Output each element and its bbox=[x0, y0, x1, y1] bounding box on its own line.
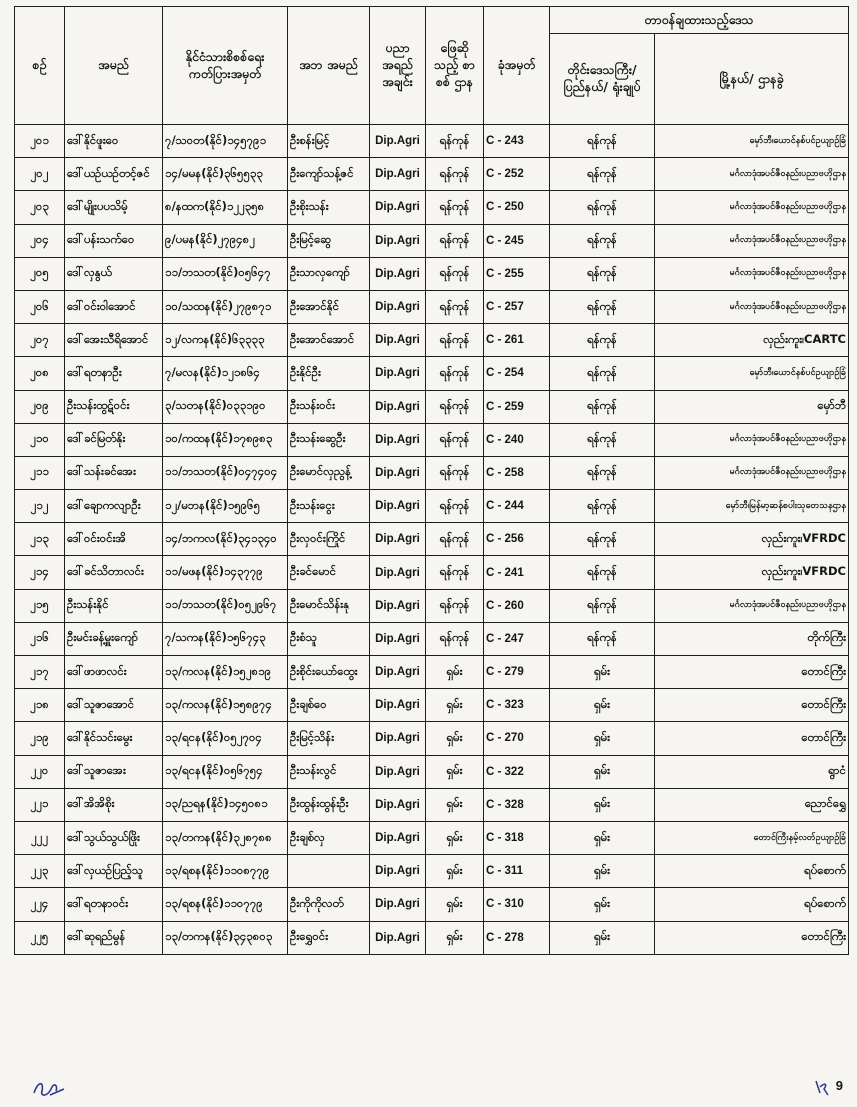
name-cell: ဒေါ်မျိုးပပသိမ့် bbox=[65, 191, 163, 224]
education-cell: Dip.Agri bbox=[370, 556, 426, 589]
row-number-cell: ၂၂၁ bbox=[15, 788, 65, 821]
father-name-cell: ဦးထွန်းထွန်းဦး bbox=[288, 788, 370, 821]
name-cell: ဒေါ်ချောကလျာဦး bbox=[65, 490, 163, 523]
father-name-cell: ဦးသာလှကျော် bbox=[288, 257, 370, 290]
name-cell: ဦးသန်းနိုင် bbox=[65, 589, 163, 622]
posting-town-cell: မှော်ဘီ bbox=[655, 390, 849, 423]
posting-town-cell: ရပ်စောက် bbox=[655, 888, 849, 921]
roll-number-cell: C - 247 bbox=[484, 622, 550, 655]
exam-center-cell: ရန်ကုန် bbox=[426, 556, 484, 589]
table-row bbox=[15, 390, 849, 423]
posting-town-cell: ရွာငံ bbox=[655, 755, 849, 788]
posting-town-cell: မင်္ဂလာဒုံအပင်ဇီဝနည်းပညာဗဟိုဌာန bbox=[655, 257, 849, 290]
exam-center-cell: ရှမ်း bbox=[426, 855, 484, 888]
name-cell: ဒေါ်ခင်မြတ်နိုး bbox=[65, 423, 163, 456]
header-posting-region: တိုင်းဒေသကြီး/ ပြည်နယ်/ ရုံးချုပ် bbox=[550, 34, 655, 125]
roll-number-cell: C - 255 bbox=[484, 257, 550, 290]
posting-region-cell: ရှမ်း bbox=[550, 888, 655, 921]
table-row bbox=[15, 821, 849, 854]
name-cell: ဒေါ်သန်းခင်အေး bbox=[65, 456, 163, 489]
header-name: အမည် bbox=[65, 7, 163, 125]
table-body bbox=[15, 125, 849, 955]
education-cell: Dip.Agri bbox=[370, 921, 426, 954]
exam-center-cell: ရန်ကုန် bbox=[426, 622, 484, 655]
education-cell: Dip.Agri bbox=[370, 390, 426, 423]
father-name-cell: ဦးမြင့်သိန်း bbox=[288, 722, 370, 755]
father-name-cell bbox=[288, 855, 370, 888]
exam-center-cell: ရှမ်း bbox=[426, 921, 484, 954]
roll-number-cell: C - 311 bbox=[484, 855, 550, 888]
posting-region-cell: ရန်ကုန် bbox=[550, 423, 655, 456]
exam-center-cell: ရှမ်း bbox=[426, 689, 484, 722]
posting-region-cell: ရန်ကုန် bbox=[550, 324, 655, 357]
row-number-cell: ၂၁၇ bbox=[15, 656, 65, 689]
name-cell: ဒေါ်ဝင်းဝင်းအိ bbox=[65, 523, 163, 556]
nrc-cell: ၁၁/ဘသတ(နိုင်)၀၄၇၄၀၄ bbox=[163, 456, 288, 489]
roll-number-cell: C - 243 bbox=[484, 125, 550, 158]
row-number-cell: ၂၀၇ bbox=[15, 324, 65, 357]
nrc-cell: ၁၁/မဖန(နိုင်)၁၄၃၇၇၉ bbox=[163, 556, 288, 589]
education-cell: Dip.Agri bbox=[370, 290, 426, 323]
nrc-cell: ၁၁/ဘသတ(နိုင်)၀၅၆၄၇ bbox=[163, 257, 288, 290]
posting-region-cell: ရန်ကုန် bbox=[550, 290, 655, 323]
nrc-cell: ၁၄/ဘကလ(နိုင်)၃၄၁၃၄၀ bbox=[163, 523, 288, 556]
education-cell: Dip.Agri bbox=[370, 821, 426, 854]
table-row bbox=[15, 158, 849, 191]
roll-number-cell: C - 260 bbox=[484, 589, 550, 622]
posting-town-cell: တိုက်ကြီး bbox=[655, 622, 849, 655]
handwritten-tick-mark bbox=[812, 1075, 834, 1097]
exam-center-cell: ရန်ကုန် bbox=[426, 224, 484, 257]
row-number-cell: ၂၂၂ bbox=[15, 821, 65, 854]
posting-region-cell: ရန်ကုန် bbox=[550, 357, 655, 390]
education-cell: Dip.Agri bbox=[370, 224, 426, 257]
table-row bbox=[15, 125, 849, 158]
name-cell: ဒေါ်သွယ်သွယ်ဖြိုး bbox=[65, 821, 163, 854]
name-cell: ဒေါ်နိုင်သင်းမွေး bbox=[65, 722, 163, 755]
education-cell: Dip.Agri bbox=[370, 755, 426, 788]
exam-center-cell: ရှမ်း bbox=[426, 821, 484, 854]
exam-center-cell: ရန်ကုန် bbox=[426, 523, 484, 556]
table-row bbox=[15, 556, 849, 589]
nrc-cell: ၁၃/ရငန(နိုင်)၀၅၆၇၅၄ bbox=[163, 755, 288, 788]
posting-town-cell: တောင်ကြီး bbox=[655, 921, 849, 954]
name-cell: ဒေါ်နိုင်ဖူးဝေ bbox=[65, 125, 163, 158]
name-cell: ဒေါ်ဆုရည်မွန် bbox=[65, 921, 163, 954]
nrc-cell: ၁၂/မဘန(နိုင်)၁၅၉၆၅ bbox=[163, 490, 288, 523]
roll-number-cell: C - 318 bbox=[484, 821, 550, 854]
father-name-cell: ဦးလှဝင်းကြိုင် bbox=[288, 523, 370, 556]
father-name-cell: ဦးကျော်သန့်ဇင် bbox=[288, 158, 370, 191]
exam-center-cell: ရန်ကုန် bbox=[426, 456, 484, 489]
name-cell: ဒေါ်ခင်သိတာလင်း bbox=[65, 556, 163, 589]
posting-town-cell: ညောင်ရွှေ bbox=[655, 788, 849, 821]
education-cell: Dip.Agri bbox=[370, 622, 426, 655]
table-row bbox=[15, 722, 849, 755]
page-number: 9 bbox=[835, 1078, 843, 1093]
posting-region-cell: ရှမ်း bbox=[550, 855, 655, 888]
roll-number-cell: C - 278 bbox=[484, 921, 550, 954]
name-cell: ဦးမင်းခန့်မှူးကျော် bbox=[65, 622, 163, 655]
education-cell: Dip.Agri bbox=[370, 855, 426, 888]
exam-center-cell: ရှမ်း bbox=[426, 656, 484, 689]
name-cell: ဒေါ်ပန်းသက်ဝေ bbox=[65, 224, 163, 257]
posting-town-cell: မှော်ဘီ၊မြန်မာ့ဆန်စပါးသုတေသနဌာန bbox=[655, 490, 849, 523]
table-row bbox=[15, 689, 849, 722]
posting-town-cell: မင်္ဂလာဒုံအပင်ဇီဝနည်းပညာဗဟိုဌာန bbox=[655, 191, 849, 224]
exam-center-cell: ရန်ကုန် bbox=[426, 290, 484, 323]
posting-region-cell: ရန်ကုန် bbox=[550, 523, 655, 556]
row-number-cell: ၂၁၆ bbox=[15, 622, 65, 655]
name-cell: ဒေါ်ယဉ်ယဉ်တင့်ဇင် bbox=[65, 158, 163, 191]
roll-number-cell: C - 245 bbox=[484, 224, 550, 257]
row-number-cell: ၂၁၉ bbox=[15, 722, 65, 755]
table-row bbox=[15, 888, 849, 921]
father-name-cell: ဦးနိုင်ဦး bbox=[288, 357, 370, 390]
row-number-cell: ၂၀၉ bbox=[15, 390, 65, 423]
row-number-cell: ၂၀၃ bbox=[15, 191, 65, 224]
posting-town-cell: မှော်ဘီ၊ယောင်နစ်ပင်ဥယျာဉ်ခြံ bbox=[655, 357, 849, 390]
education-cell: Dip.Agri bbox=[370, 722, 426, 755]
father-name-cell: ဦးချစ်ဝေ bbox=[288, 689, 370, 722]
posting-region-cell: ရန်ကုန် bbox=[550, 589, 655, 622]
exam-center-cell: ရန်ကုန် bbox=[426, 589, 484, 622]
row-number-cell: ၂၁၈ bbox=[15, 689, 65, 722]
roll-number-cell: C - 254 bbox=[484, 357, 550, 390]
handwritten-initial-mark bbox=[30, 1075, 70, 1101]
education-cell: Dip.Agri bbox=[370, 191, 426, 224]
row-number-cell: ၂၁၂ bbox=[15, 490, 65, 523]
roll-number-cell: C - 261 bbox=[484, 324, 550, 357]
name-cell: ဒေါ်ရတနာဝင်း bbox=[65, 888, 163, 921]
row-number-cell: ၂၀၁ bbox=[15, 125, 65, 158]
header-nrc: နိုင်ငံသားစိစစ်ရေး ကတ်ပြားအမှတ် bbox=[163, 7, 288, 125]
roll-number-cell: C - 252 bbox=[484, 158, 550, 191]
posting-town-cell: ရပ်စောက် bbox=[655, 855, 849, 888]
nrc-cell: ၁၂/လကန(နိုင်)၆၃၃၃၃ bbox=[163, 324, 288, 357]
education-cell: Dip.Agri bbox=[370, 357, 426, 390]
posting-town-cell: တောင်ကြီး bbox=[655, 689, 849, 722]
nrc-cell: ၁၁/ဘသတ(နိုင်)၀၅၂၉၆၇ bbox=[163, 589, 288, 622]
header-roll-number: ခုံအမှတ် bbox=[484, 7, 550, 125]
education-cell: Dip.Agri bbox=[370, 589, 426, 622]
posting-region-cell: ရှမ်း bbox=[550, 689, 655, 722]
father-name-cell: ဦးရွှေဝင်း bbox=[288, 921, 370, 954]
father-name-cell: ဦးအောင်နိုင် bbox=[288, 290, 370, 323]
posting-region-cell: ရန်ကုန် bbox=[550, 490, 655, 523]
row-number-cell: ၂၀၆ bbox=[15, 290, 65, 323]
table-row bbox=[15, 423, 849, 456]
exam-center-cell: ရန်ကုန် bbox=[426, 324, 484, 357]
nrc-cell: ၁၃/ညရန(နိုင်)၁၄၅၀၈၁ bbox=[163, 788, 288, 821]
education-cell: Dip.Agri bbox=[370, 523, 426, 556]
nrc-cell: ၁၃/ရစန(နိုင်)၁၁၀၈၇၇၉ bbox=[163, 855, 288, 888]
table-row bbox=[15, 589, 849, 622]
table-row bbox=[15, 523, 849, 556]
posting-region-cell: ရန်ကုန် bbox=[550, 191, 655, 224]
nrc-cell: ၁၀/သထန(နိုင်)၂၇၉၈၇၁ bbox=[163, 290, 288, 323]
education-cell: Dip.Agri bbox=[370, 456, 426, 489]
posting-town-cell: မင်္ဂလာဒုံအပင်ဇီဝနည်းပညာဗဟိုဌာန bbox=[655, 456, 849, 489]
posting-town-cell: တောင်ကြီး bbox=[655, 656, 849, 689]
father-name-cell: ဦးသန်းလွင် bbox=[288, 755, 370, 788]
father-name-cell: ဦးကိုကိုလတ် bbox=[288, 888, 370, 921]
row-number-cell: ၂၀၄ bbox=[15, 224, 65, 257]
roll-number-cell: C - 279 bbox=[484, 656, 550, 689]
name-cell: ဒေါ်လှယဉ်ပြည့်သူ bbox=[65, 855, 163, 888]
table-row bbox=[15, 191, 849, 224]
nrc-cell: ၁၃/တကန(နိုင်)၃၄၃၈၀၃ bbox=[163, 921, 288, 954]
exam-center-cell: ရှမ်း bbox=[426, 788, 484, 821]
posting-region-cell: ရန်ကုန် bbox=[550, 390, 655, 423]
name-cell: ဒေါ်သူဇာအောင် bbox=[65, 689, 163, 722]
posting-town-cell: မှော်ဘီ၊ယောင်နစ်ပင်ဥယျာဉ်ခြံ bbox=[655, 125, 849, 158]
exam-center-cell: ရန်ကုန် bbox=[426, 125, 484, 158]
father-name-cell: ဦးစံသူ bbox=[288, 622, 370, 655]
roll-number-cell: C - 328 bbox=[484, 788, 550, 821]
exam-center-cell: ရန်ကုန် bbox=[426, 490, 484, 523]
exam-center-cell: ရန်ကုန် bbox=[426, 390, 484, 423]
posting-town-cell: မင်္ဂလာဒုံအပင်ဇီဝနည်းပညာဗဟိုဌာန bbox=[655, 290, 849, 323]
education-cell: Dip.Agri bbox=[370, 125, 426, 158]
education-cell: Dip.Agri bbox=[370, 158, 426, 191]
father-name-cell: ဦးမောင်လှညွန့် bbox=[288, 456, 370, 489]
roll-number-cell: C - 259 bbox=[484, 390, 550, 423]
nrc-cell: ၁၃/ကလန(နိုင်)၁၅၈၉၇၄ bbox=[163, 689, 288, 722]
posting-region-cell: ရန်ကုန် bbox=[550, 125, 655, 158]
father-name-cell: ဦးစိုင်းယော်ထွေး bbox=[288, 656, 370, 689]
posting-region-cell: ရှမ်း bbox=[550, 788, 655, 821]
posting-town-cell: လှည်းကူး၊VFRDC bbox=[655, 556, 849, 589]
roll-number-cell: C - 241 bbox=[484, 556, 550, 589]
posting-town-cell: လှည်းကူး၊VFRDC bbox=[655, 523, 849, 556]
father-name-cell: ဦးခင်မောင် bbox=[288, 556, 370, 589]
roll-number-cell: C - 244 bbox=[484, 490, 550, 523]
row-number-cell: ၂၁၅ bbox=[15, 589, 65, 622]
posting-region-cell: ရန်ကုန် bbox=[550, 224, 655, 257]
header-education: ပညာ အရည် အချင်း bbox=[370, 7, 426, 125]
education-cell: Dip.Agri bbox=[370, 490, 426, 523]
row-number-cell: ၂၀၈ bbox=[15, 357, 65, 390]
father-name-cell: ဦးအောင်အောင် bbox=[288, 324, 370, 357]
header-no: စဉ် bbox=[15, 7, 65, 125]
roll-number-cell: C - 240 bbox=[484, 423, 550, 456]
father-name-cell: ဦးချစ်လှ bbox=[288, 821, 370, 854]
posting-town-cell: မင်္ဂလာဒုံအပင်ဇီဝနည်းပညာဗဟိုဌာန bbox=[655, 589, 849, 622]
roll-number-cell: C - 250 bbox=[484, 191, 550, 224]
father-name-cell: ဦးစန်းမြင့် bbox=[288, 125, 370, 158]
posting-region-cell: ရန်ကုန် bbox=[550, 556, 655, 589]
name-cell: ဒေါ်ဖာဖာလင်း bbox=[65, 656, 163, 689]
nrc-cell: ၁၄/မမန(နိုင်)၃၆၅၅၃၃ bbox=[163, 158, 288, 191]
name-cell: ဒေါ်ရတနာဦး bbox=[65, 357, 163, 390]
posting-region-cell: ရန်ကုန် bbox=[550, 257, 655, 290]
exam-center-cell: ရန်ကုန် bbox=[426, 423, 484, 456]
posting-region-cell: ရှမ်း bbox=[550, 722, 655, 755]
table-row bbox=[15, 656, 849, 689]
exam-center-cell: ရှမ်း bbox=[426, 888, 484, 921]
education-cell: Dip.Agri bbox=[370, 257, 426, 290]
roll-number-cell: C - 270 bbox=[484, 722, 550, 755]
row-number-cell: ၂၀၅ bbox=[15, 257, 65, 290]
nrc-cell: ၁၀/ကထန(နိုင်)၁၇၈၉၈၃ bbox=[163, 423, 288, 456]
table-row bbox=[15, 324, 849, 357]
header-posting-group: တာဝန်ချထားသည့်ဒေသ bbox=[550, 7, 849, 34]
father-name-cell: ဦးသန်းဆွေဦး bbox=[288, 423, 370, 456]
exam-center-cell: ရှမ်း bbox=[426, 755, 484, 788]
header-posting-town: မြို့နယ်/ ဌာနခွဲ bbox=[655, 34, 849, 125]
table-row bbox=[15, 490, 849, 523]
row-number-cell: ၂၂၀ bbox=[15, 755, 65, 788]
row-number-cell: ၂၂၄ bbox=[15, 888, 65, 921]
roll-number-cell: C - 256 bbox=[484, 523, 550, 556]
table-row bbox=[15, 622, 849, 655]
education-cell: Dip.Agri bbox=[370, 788, 426, 821]
name-cell: ဒေါ်လှနွယ် bbox=[65, 257, 163, 290]
roll-number-cell: C - 257 bbox=[484, 290, 550, 323]
posting-region-cell: ရှမ်း bbox=[550, 921, 655, 954]
exam-center-cell: ရန်ကုန် bbox=[426, 191, 484, 224]
father-name-cell: ဦးမြင့်ဆွေ bbox=[288, 224, 370, 257]
posting-region-cell: ရန်ကုန် bbox=[550, 158, 655, 191]
education-cell: Dip.Agri bbox=[370, 888, 426, 921]
posting-town-cell: တောင်ကြီး bbox=[655, 722, 849, 755]
posting-town-cell: မင်္ဂလာဒုံအပင်ဇီဝနည်းပညာဗဟိုဌာန bbox=[655, 158, 849, 191]
posting-region-cell: ရန်ကုန် bbox=[550, 622, 655, 655]
exam-center-cell: ရှမ်း bbox=[426, 722, 484, 755]
row-number-cell: ၂၀၂ bbox=[15, 158, 65, 191]
row-number-cell: ၂၂၅ bbox=[15, 921, 65, 954]
exam-center-cell: ရန်ကုန် bbox=[426, 257, 484, 290]
name-cell: ဒေါ်ဝင်းဝါအောင် bbox=[65, 290, 163, 323]
row-number-cell: ၂၁၀ bbox=[15, 423, 65, 456]
roll-number-cell: C - 258 bbox=[484, 456, 550, 489]
row-number-cell: ၂၁၃ bbox=[15, 523, 65, 556]
nrc-cell: ၇/သဝတ(နိုင်)၁၄၅၇၉၁ bbox=[163, 125, 288, 158]
table-row bbox=[15, 257, 849, 290]
education-cell: Dip.Agri bbox=[370, 423, 426, 456]
nrc-cell: ၃/သတန(နိုင်)၀၃၃၁၉၀ bbox=[163, 390, 288, 423]
row-number-cell: ၂၁၁ bbox=[15, 456, 65, 489]
father-name-cell: ဦးသန်းဝင်း bbox=[288, 390, 370, 423]
posting-town-cell: လှည်းကူး၊CARTC bbox=[655, 324, 849, 357]
posting-town-cell: မင်္ဂလာဒုံအပင်ဇီဝနည်းပညာဗဟိုဌာန bbox=[655, 423, 849, 456]
header-exam-center: ဖြေဆို သည့် စာစစ် ဌာန bbox=[426, 7, 484, 125]
exam-center-cell: ရန်ကုန် bbox=[426, 357, 484, 390]
posting-table bbox=[14, 6, 849, 955]
nrc-cell: ၇/သကန(နိုင်)၁၅၆၇၄၃ bbox=[163, 622, 288, 655]
posting-region-cell: ရှမ်း bbox=[550, 755, 655, 788]
posting-region-cell: ရှမ်း bbox=[550, 821, 655, 854]
education-cell: Dip.Agri bbox=[370, 656, 426, 689]
roll-number-cell: C - 310 bbox=[484, 888, 550, 921]
table-row bbox=[15, 357, 849, 390]
roll-number-cell: C - 323 bbox=[484, 689, 550, 722]
table-row bbox=[15, 755, 849, 788]
father-name-cell: ဦးမောင်သိန်းနု bbox=[288, 589, 370, 622]
exam-center-cell: ရန်ကုန် bbox=[426, 158, 484, 191]
nrc-cell: ၁၃/ရငန(နိုင်)၀၅၂၇၀၄ bbox=[163, 722, 288, 755]
father-name-cell: ဦးသန်းငွေး bbox=[288, 490, 370, 523]
table-row bbox=[15, 456, 849, 489]
nrc-cell: ၈/နထက(နိုင်)၁၂၂၃၅၈ bbox=[163, 191, 288, 224]
father-name-cell: ဦးစိုးသန်း bbox=[288, 191, 370, 224]
nrc-cell: ၇/မလန(နိုင်)၁၂၁၈၆၄ bbox=[163, 357, 288, 390]
posting-region-cell: ရန်ကုန် bbox=[550, 456, 655, 489]
name-cell: ဒေါ်အေးသီရိအောင် bbox=[65, 324, 163, 357]
education-cell: Dip.Agri bbox=[370, 689, 426, 722]
posting-region-cell: ရှမ်း bbox=[550, 656, 655, 689]
roll-number-cell: C - 322 bbox=[484, 755, 550, 788]
row-number-cell: ၂၁၄ bbox=[15, 556, 65, 589]
table-row bbox=[15, 855, 849, 888]
education-cell: Dip.Agri bbox=[370, 324, 426, 357]
nrc-cell: ၉/ပမန(နိုင်)၂၇၉၄၈၂ bbox=[163, 224, 288, 257]
table-row bbox=[15, 224, 849, 257]
name-cell: ဦးသန်းထွဋ်ဝင်း bbox=[65, 390, 163, 423]
table-row bbox=[15, 921, 849, 954]
table-row bbox=[15, 290, 849, 323]
nrc-cell: ၁၃/ရစန(နိုင်)၁၁၀၇၇၉ bbox=[163, 888, 288, 921]
posting-town-cell: မင်္ဂလာဒုံအပင်ဇီဝနည်းပညာဗဟိုဌာန bbox=[655, 224, 849, 257]
nrc-cell: ၁၃/တကန(နိုင်)၃၂၈၇၈၈ bbox=[163, 821, 288, 854]
header-father: အဘ အမည် bbox=[288, 7, 370, 125]
table-row bbox=[15, 788, 849, 821]
name-cell: ဒေါ်သူဇာအေး bbox=[65, 755, 163, 788]
posting-town-cell: တောင်ကြီးနမ့်လတ်ဥယျာဉ်ခြံ bbox=[655, 821, 849, 854]
nrc-cell: ၁၃/ကလန(နိုင်)၁၅၂၈၁၉ bbox=[163, 656, 288, 689]
row-number-cell: ၂၂၃ bbox=[15, 855, 65, 888]
name-cell: ဒေါ်အိအိစိုး bbox=[65, 788, 163, 821]
